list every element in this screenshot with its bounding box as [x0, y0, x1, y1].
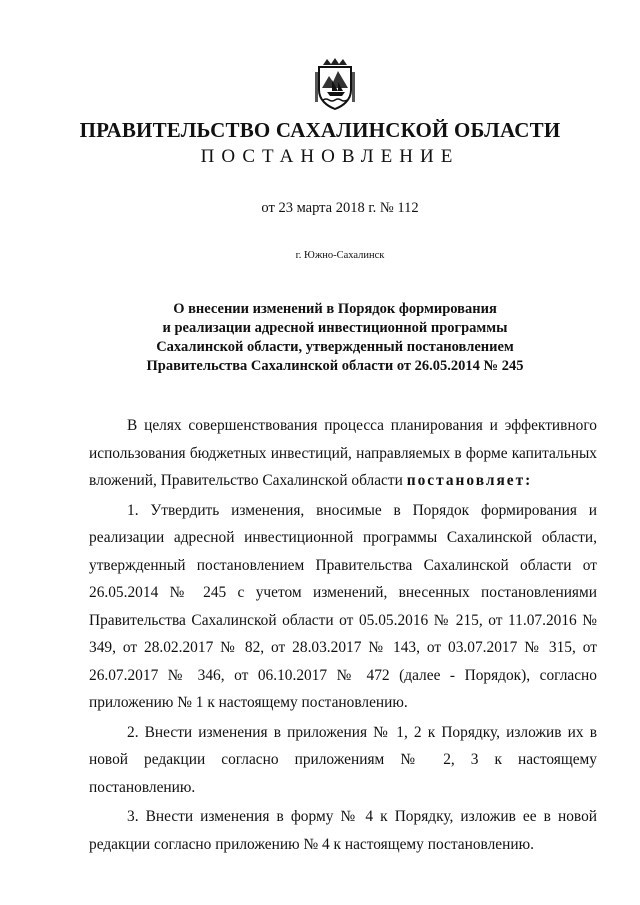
document-city: г. Южно-Сахалинск	[295, 250, 385, 261]
body-item: 3. Внести изменения в форму № 4 к Порядку, изложив ее в новой редакции согласно приложению № 4 к настоящему постановлению.	[89, 808, 597, 853]
document-type-title: ПОСТАНОВЛЕНИЕ	[200, 146, 460, 167]
document-body	[89, 412, 597, 858]
subject-line: О внесении изменений в Порядок формирования	[173, 301, 497, 317]
subject-line: Сахалинской области, утвержденный постановлением	[156, 339, 514, 355]
subject-line: и реализации адресной инвестиционной программы	[162, 320, 508, 336]
document-subject	[90, 300, 580, 376]
organization-title: ПРАВИТЕЛЬСТВО САХАЛИНСКОЙ ОБЛАСТИ	[79, 118, 561, 142]
body-item: 2. Внести изменения в приложения № 1, 2 к Порядку, изложив их в новой редакции согласно приложениям № 2, 3 к настоящему постановлению.	[89, 723, 597, 796]
preamble-paragraph	[89, 412, 597, 495]
sakhalin-coat-of-arms-icon	[314, 58, 356, 110]
body-item: 1. Утвердить изменения, вносимые в Порядок формирования и реализации адресной инвестиционной программы Сахалинской области, утвержденный постановлением Правительства Сахалинской области от 26.05.2014 № 245 с учетом изменений, внесенных постановлениями Правительства Сахалинской области от 05.05.2016 № 215, от 11.07.2016 № 349, от 28.02.2017 № 82, от 28.03.2017 № 143, от 03.07.2017 № 315, от 26.07.2017 № 346, от 06.10.2017 № 472 (далее - Порядок), согласно приложению № 1 к настоящему постановлению.	[89, 501, 597, 711]
preamble-keyword: постановляет:	[406, 472, 533, 489]
preamble-text: В целях совершенствования процесса планирования и эффективного использования бюджетных инвестиций, направляемых в форме капитальных вложений, Правительство Сахалинской области	[89, 417, 597, 489]
subject-line: Правительства Сахалинской области от 26.05.2014 № 245	[146, 358, 524, 374]
document-date-number: от 23 марта 2018 г. № 112	[261, 200, 419, 216]
